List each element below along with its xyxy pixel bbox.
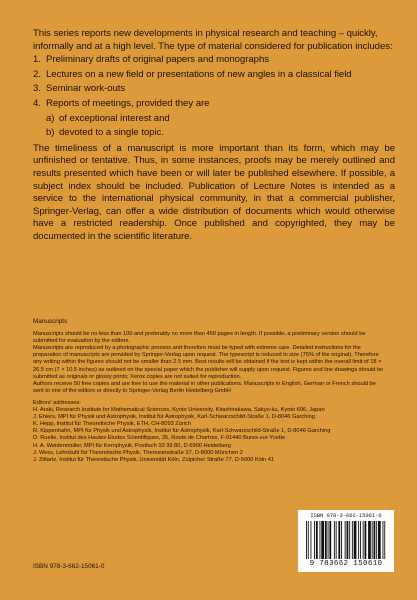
barcode-bar xyxy=(374,521,376,559)
manuscripts-heading: Manuscripts xyxy=(33,318,68,325)
series-description xyxy=(33,28,395,244)
barcode-bar xyxy=(320,521,321,559)
barcode-bar xyxy=(378,521,381,559)
barcode-bar xyxy=(316,521,318,559)
item-number: 2. xyxy=(33,68,41,80)
list-item xyxy=(33,69,395,82)
item-text: Seminar work-outs xyxy=(46,83,126,95)
barcode-bar xyxy=(345,521,346,559)
publication-types-list xyxy=(33,54,395,140)
timeliness-paragraph: The timeliness of a manuscript is more important than its form, which may be unfinished or tentative. Thus, in some instances, proofs may be merely outlined and results presented which have been or will later be published elsewhere. If possible, a subject index should be included. Publication of Lecture Notes is intended as a service to the international physical community, in that a commercial publisher, Springer-Verlag, can offer a wide distribution of documents which would otherwise have a restricted readership. Once published and copyrighted, they may be documented in the scientific literature. xyxy=(33,142,395,242)
item-number: 1. xyxy=(33,54,41,66)
list-item xyxy=(33,98,395,140)
sub-item-text: devoted to a single topic. xyxy=(59,127,164,139)
sub-list-item xyxy=(46,127,395,140)
sub-item-marker: a) xyxy=(46,112,55,124)
barcode-isbn-label: ISBN 978-3-662-15061-0 xyxy=(310,513,382,519)
manuscript-guidelines xyxy=(33,318,385,464)
barcode-bar xyxy=(336,521,337,559)
barcode-bar xyxy=(334,521,335,559)
barcode-bar xyxy=(308,521,309,559)
barcode-bar xyxy=(383,521,384,559)
barcode-bar xyxy=(363,521,364,559)
barcode-bar xyxy=(306,521,307,559)
barcode-bar xyxy=(358,521,359,559)
barcode-bar xyxy=(314,521,315,559)
manuscripts-length: Manuscripts should be no less than 100 and preferably no more than 450 pages in length. If possible, a preliminary version should be submitted for evaluation by the editors. xyxy=(33,331,366,345)
editor-address: D. Ruelle, Institut des Hautes Etudes Scientifiques, 35, Route de Chartres, F-91440 Bures-sur-Yvette xyxy=(33,435,286,442)
sub-item-text: of exceptional interest and xyxy=(59,112,170,124)
barcode-digits: 9 783662 150610 xyxy=(309,560,383,568)
isbn-barcode xyxy=(298,510,394,572)
item-text: Reports of meetings, provided they are xyxy=(46,97,210,109)
item-number: 3. xyxy=(33,83,41,95)
editors-heading: Editors' addresses: xyxy=(33,399,81,406)
barcode-bar xyxy=(384,521,385,559)
editors-list xyxy=(33,407,385,464)
editor-address: H. A. Weidenmüller, MPI für Kernphysik, Postfach 10 39 80, D-6900 Heidelberg xyxy=(33,442,231,449)
barcode-bar xyxy=(325,521,327,559)
barcode-bar xyxy=(338,521,340,559)
editor-address: K. Hepp, Institut für Theoretische Physik, ETH, CH-8093 Zürich xyxy=(33,421,191,428)
list-item xyxy=(33,54,395,67)
barcode-bar xyxy=(368,521,371,559)
barcode-bar xyxy=(349,521,350,559)
barcode-bar xyxy=(347,521,349,559)
barcode-bar xyxy=(360,521,361,559)
barcode-bar xyxy=(341,521,342,559)
editor-address: R. Kippenhahn, MPI für Physik und Astrophysik, Institut für Astrophysik, Karl-Schwarzschild-Straße 1, D-8046 Garching xyxy=(33,428,331,435)
item-text: Lectures on a new field or presentations of new angles in a classical field xyxy=(46,68,352,80)
barcode-bar xyxy=(354,521,357,559)
footer-isbn: ISBN 978-3-662-15061-0 xyxy=(33,563,105,570)
barcode-bar xyxy=(311,521,312,559)
editor-address: J. Zittartz, Institut für Theoretische Physik, Universität Köln, Zülpicher Straße 77, D-5000 Köln 41 xyxy=(33,456,274,463)
sub-item-marker: b) xyxy=(46,127,55,139)
barcode-bar xyxy=(372,521,373,559)
barcode-bar xyxy=(328,521,329,559)
barcode-bar xyxy=(321,521,324,559)
sub-list-item xyxy=(46,113,395,126)
barcode-bar xyxy=(329,521,331,559)
barcode-bar xyxy=(376,521,377,559)
intro-lead: This series reports new developments in physical research and teaching – quickly, informally and at a high level. The type of material considered for publication includes: xyxy=(33,28,393,52)
meeting-sublist xyxy=(46,113,395,140)
list-item xyxy=(33,83,395,96)
editor-address: H. Araki, Research Institute for Mathematical Sciences, Kyoto University, Kitashirakawa, Sakyo-ku, Kyoto 606, Japan xyxy=(33,407,325,414)
editor-address: J. Ehlers, MPI für Physik und Astrophysik, Institut für Astrophysik, Karl-Schwarzschild-Straße 1, D-8046 Garching xyxy=(33,414,315,421)
item-number: 4. xyxy=(33,97,41,109)
barcode-bar xyxy=(352,521,353,559)
item-text: Preliminary drafts of original papers and monographs xyxy=(46,54,269,66)
barcode-bar xyxy=(365,521,367,559)
manuscripts-copies: Authors receive 50 free copies and are free to use the material in other publications. Manuscripts in English, German or French should be sent to one of the editors or directly to Springer-Verlag Berlin Heidelberg GmbH xyxy=(33,380,376,394)
manuscripts-preparation: Manuscripts are reproduced by a photographic process and therefore must be typed with extreme care. Detailed instructions for the preparation of manuscripts are provided by Springer-Verlag upon request. The typescript is reduced in size (75% of the original). Therefore any writing within the figures should not be smaller than 2.5 mm. Best results will be obtained if the text is kept within the overall limit of 18 × 26.5 cm (7 × 10.5 inches) as outlined on the special paper which the publisher will supply upon request. Figures and line drawings should be submitted as originals or glossy prints; Xerox copies are not suited for reproduction. xyxy=(33,345,384,380)
editor-address: J. Wess, Lehrstuhl für Theoretische Physik, Theresienstraße 37, D-8000 München 2 xyxy=(33,449,243,456)
